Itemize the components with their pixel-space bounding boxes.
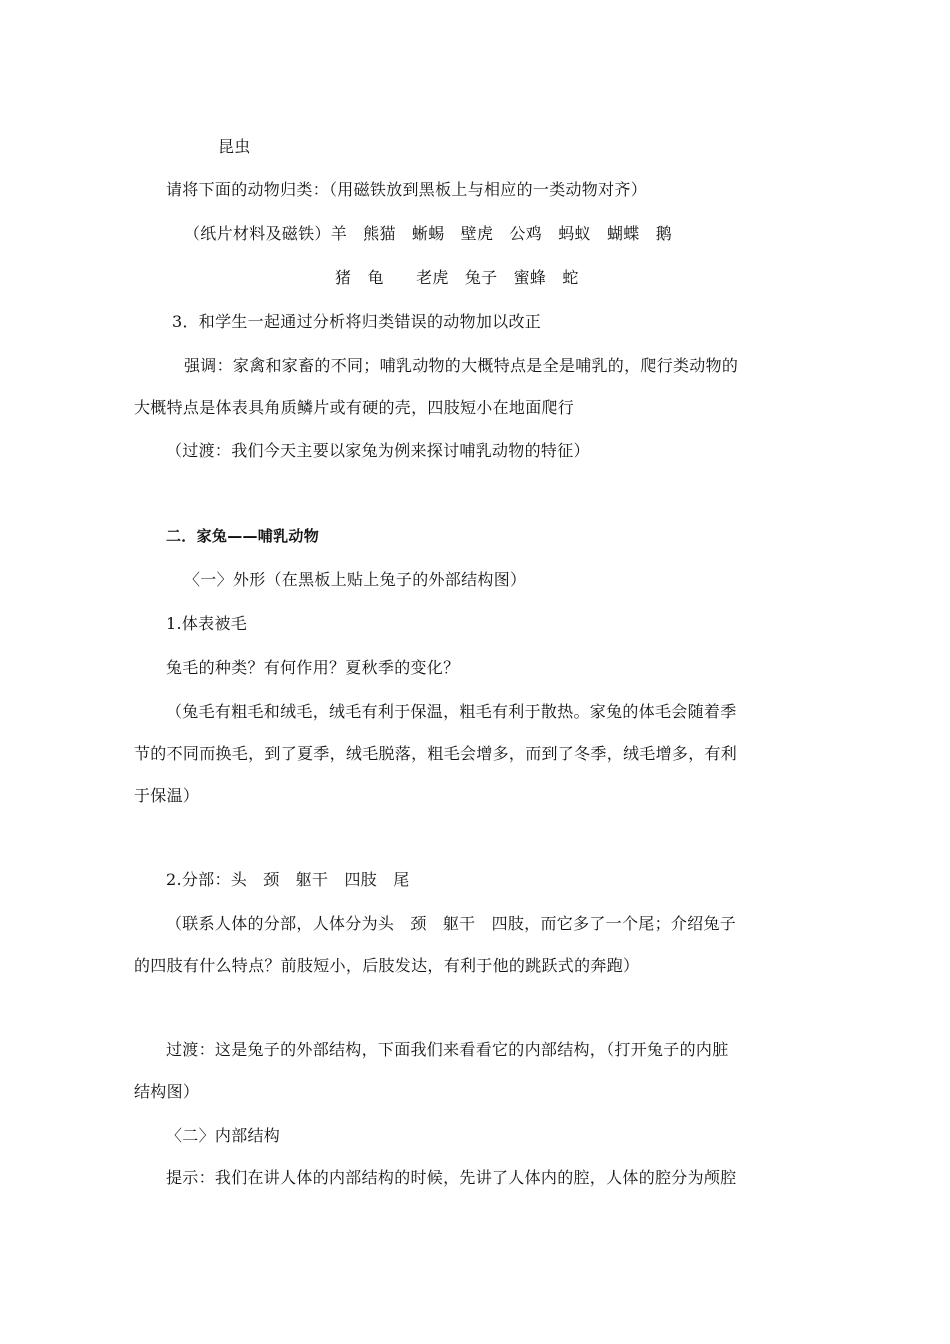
- section-heading-rabbit: 二．家兔——哺乳动物: [166, 527, 320, 545]
- text-line-hint: 提示：我们在讲人体的内部结构的时候，先讲了人体内的腔，人体的腔分为颅腔: [166, 1168, 737, 1187]
- text-line-fur-answer-3: 于保温）: [134, 786, 200, 805]
- text-line-classify-instruction: 请将下面的动物归类：（用磁铁放到黑板上与相应的一类动物对齐）: [166, 180, 648, 199]
- text-line-body-parts-note-1: （联系人体的分部，人体分为头 颈 躯干 四肢，而它多了一个尾；介绍兔子: [166, 914, 737, 933]
- text-line-transition-2: 过渡：这是兔子的外部结构，下面我们来看看它的内部结构，（打开兔子的内脏: [166, 1040, 729, 1059]
- text-line-transition-2-cont: 结构图）: [134, 1082, 200, 1101]
- text-line-fur-answer-2: 节的不同而换毛，到了夏季，绒毛脱落，粗毛会增多，而到了冬季，绒毛增多，有利: [134, 744, 738, 763]
- text-line-emphasis-1: 强调：家禽和家畜的不同；哺乳动物的大概特点是全是哺乳的，爬行类动物的: [184, 356, 739, 375]
- text-line-step-3: 3．和学生一起通过分析将归类错误的动物加以改正: [172, 312, 542, 331]
- text-line-emphasis-2: 大概特点是体表具角质鳞片或有硬的壳，四肢短小在地面爬行: [134, 398, 575, 417]
- subsection-heading-appearance: 〈一〉外形（在黑板上贴上兔子的外部结构图）: [184, 570, 527, 589]
- text-line-animal-list-1: （纸片材料及磁铁）羊 熊猫 蜥蜴 壁虎 公鸡 蚂蚁 蝴蝶 鹅: [184, 224, 673, 243]
- text-line-body-parts-note-2: 的四肢有什么特点？前肢短小，后肢发达，有利于他的跳跃式的奔跑）: [134, 956, 640, 975]
- text-line-transition-1: （过渡：我们今天主要以家兔为例来探讨哺乳动物的特征）: [166, 441, 590, 460]
- text-line-animal-list-2: 猪 龟 老虎 兔子 蜜蜂 蛇: [335, 268, 579, 287]
- text-line-insects: 昆虫: [218, 137, 251, 156]
- text-line-fur: 1.体表被毛: [166, 614, 248, 633]
- text-line-fur-answer-1: （兔毛有粗毛和绒毛，绒毛有利于保温，粗毛有利于散热。家兔的体毛会随着季: [166, 702, 737, 721]
- subsection-heading-internal: 〈二〉内部结构: [166, 1126, 281, 1145]
- text-line-body-parts: 2.分部：头 颈 躯干 四肢 尾: [166, 870, 410, 889]
- text-line-fur-questions: 兔毛的种类？有何作用？夏秋季的变化？: [166, 658, 460, 677]
